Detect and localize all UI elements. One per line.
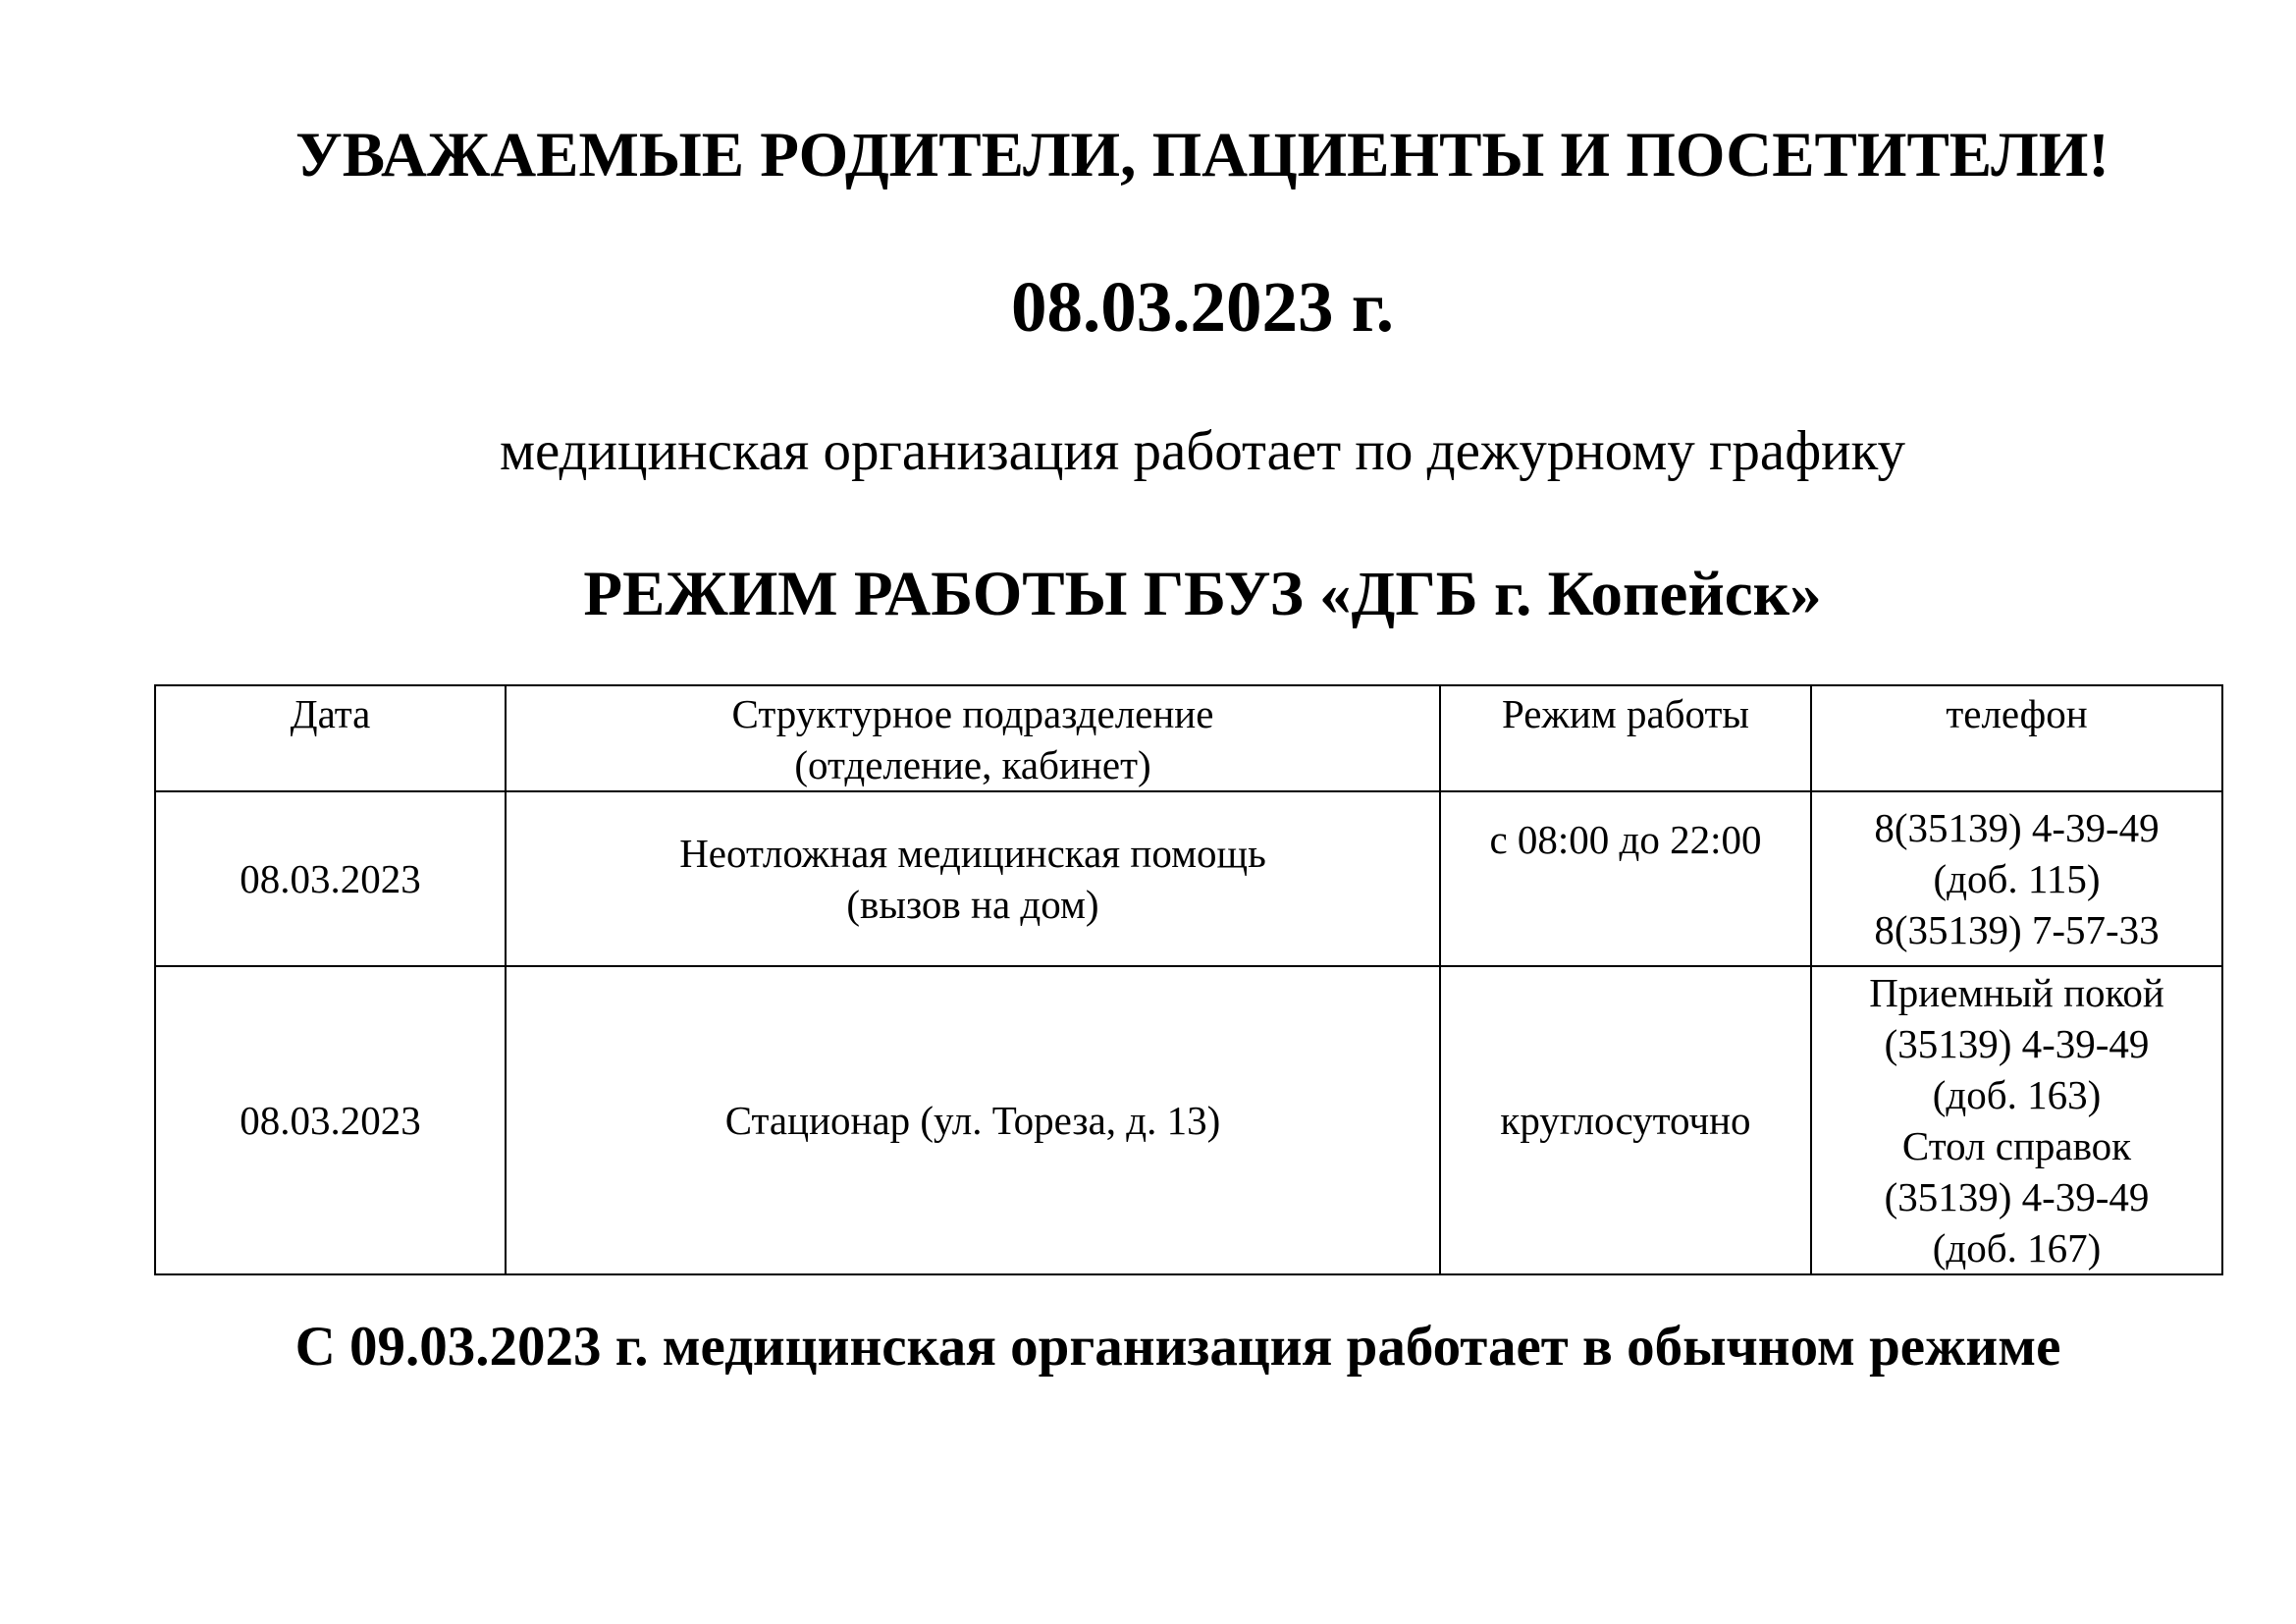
cell-department-line-1: Стационар (ул. Тореза, д. 13) [724,1098,1221,1143]
header-work-mode: Режим работы [1440,685,1811,791]
header-phone: телефон [1811,685,2222,791]
cell-date: 08.03.2023 [155,791,506,966]
cell-phone [1811,966,2222,1274]
schedule-title: РЕЖИМ РАБОТЫ ГБУЗ «ДГБ г. Копейск» [583,559,1822,629]
table-row [155,966,2222,1274]
cell-date: 08.03.2023 [155,966,506,1274]
phone-line: 8(35139) 4-39-49 [1874,805,2160,850]
phone-line: (доб. 115) [1933,856,2101,901]
cell-work-mode: круглосуточно [1440,966,1811,1274]
table-header-row [155,685,2222,791]
schedule-table [154,684,2223,1275]
footer-note: С 09.03.2023 г. медицинская организация работает в обычном режиме [294,1316,2061,1378]
cell-department [506,966,1440,1274]
phone-line: (доб. 163) [1932,1072,2102,1117]
phone-line: Стол справок [1901,1123,2132,1168]
header-department-line-1: Структурное подразделение [731,691,1214,736]
phone-line: 8(35139) 7-57-33 [1874,907,2160,952]
header-department [506,685,1440,791]
notice-greeting: УВАЖАЕМЫЕ РОДИТЕЛИ, ПАЦИЕНТЫ И ПОСЕТИТЕЛИ! [295,120,2109,190]
cell-department-line-2: (вызов на дом) [846,882,1099,927]
cell-department [506,791,1440,966]
phone-line: (доб. 167) [1932,1225,2102,1271]
phone-line: (35139) 4-39-49 [1884,1174,2150,1219]
notice-date-heading: 08.03.2023 г. [1011,267,1394,347]
cell-phone [1811,791,2222,966]
table-row [155,791,2222,966]
header-date: Дата [155,685,506,791]
cell-department-line-1: Неотложная медицинская помощь [679,831,1266,876]
cell-work-mode: с 08:00 до 22:00 [1440,791,1811,966]
duty-schedule-note: медицинская организация работает по дежурному графику [499,420,1906,482]
phone-line: Приемный покой [1869,970,2164,1015]
phone-line: (35139) 4-39-49 [1884,1021,2150,1066]
header-department-line-2: (отделение, кабинет) [794,742,1151,787]
